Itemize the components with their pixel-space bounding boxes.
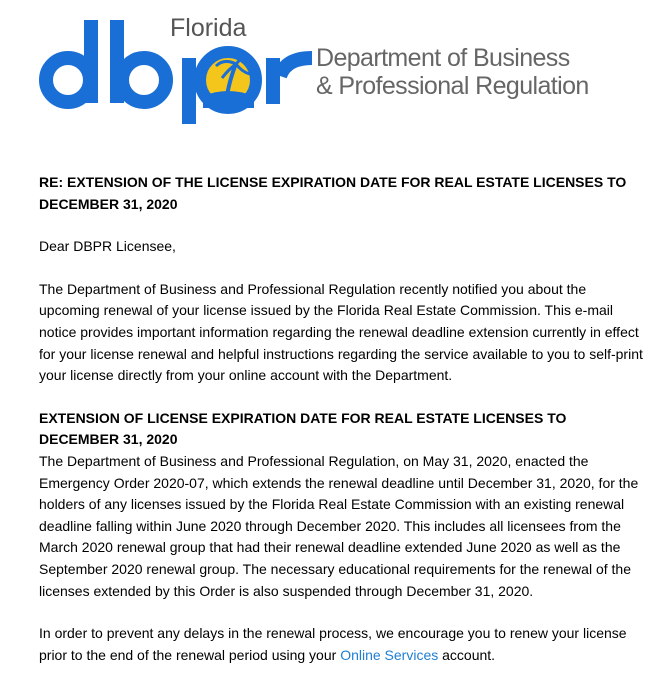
section-heading: EXTENSION OF LICENSE EXPIRATION DATE FOR REAL ESTATE LICENSES TO DECEMBER 31, 2020 xyxy=(39,409,567,448)
extension-section xyxy=(39,408,644,602)
online-services-link[interactable]: Online Services xyxy=(340,646,439,663)
logo-state-name: Florida xyxy=(170,14,247,42)
greeting: Dear DBPR Licensee, xyxy=(39,238,176,255)
header xyxy=(0,0,661,140)
closing-text: In order to prevent any delays in the renewal process, we encourage you to renew your license prior to the end of the renewal period using your xyxy=(39,625,627,663)
intro-paragraph: The Department of Business and Professional Regulation recently notified you about the upcoming renewal of your license issued by the Florida Real Estate Commission. This e-mail notice provides important information regarding the renewal deadline extension currently in effect for your license renewal and helpful instructions regarding the service available to you to self-print your license directly from your online account with the Department. xyxy=(39,280,643,384)
closing-text-end: account. xyxy=(438,646,496,663)
subject-line: RE: EXTENSION OF THE LICENSE EXPIRATION DATE FOR REAL ESTATE LICENSES TO DECEMBER 31, 2020 xyxy=(39,174,627,212)
department-name xyxy=(316,44,589,100)
section-body: The Department of Business and Professional Regulation, on May 31, 2020, enacted the Emergency Order 2020-07, which extends the renewal deadline until December 31, 2020, for the holders of any licenses issued by the Florida Real Estate Commission with an existing renewal deadline falling within June 2020 through December 2020. This includes all licensees from the March 2020 renewal group that had their renewal deadline extended June 2020 as well as the September 2020 renewal group. The necessary educational requirements for the renewal of the licenses extended by this Order is also suspended through December 31, 2020. xyxy=(39,452,639,599)
email-body xyxy=(39,172,644,687)
dbpr-logo xyxy=(38,12,318,124)
closing-paragraph xyxy=(39,623,644,666)
department-line-1: Department of Business xyxy=(316,44,570,72)
department-line-2: & Professional Regulation xyxy=(316,72,589,100)
